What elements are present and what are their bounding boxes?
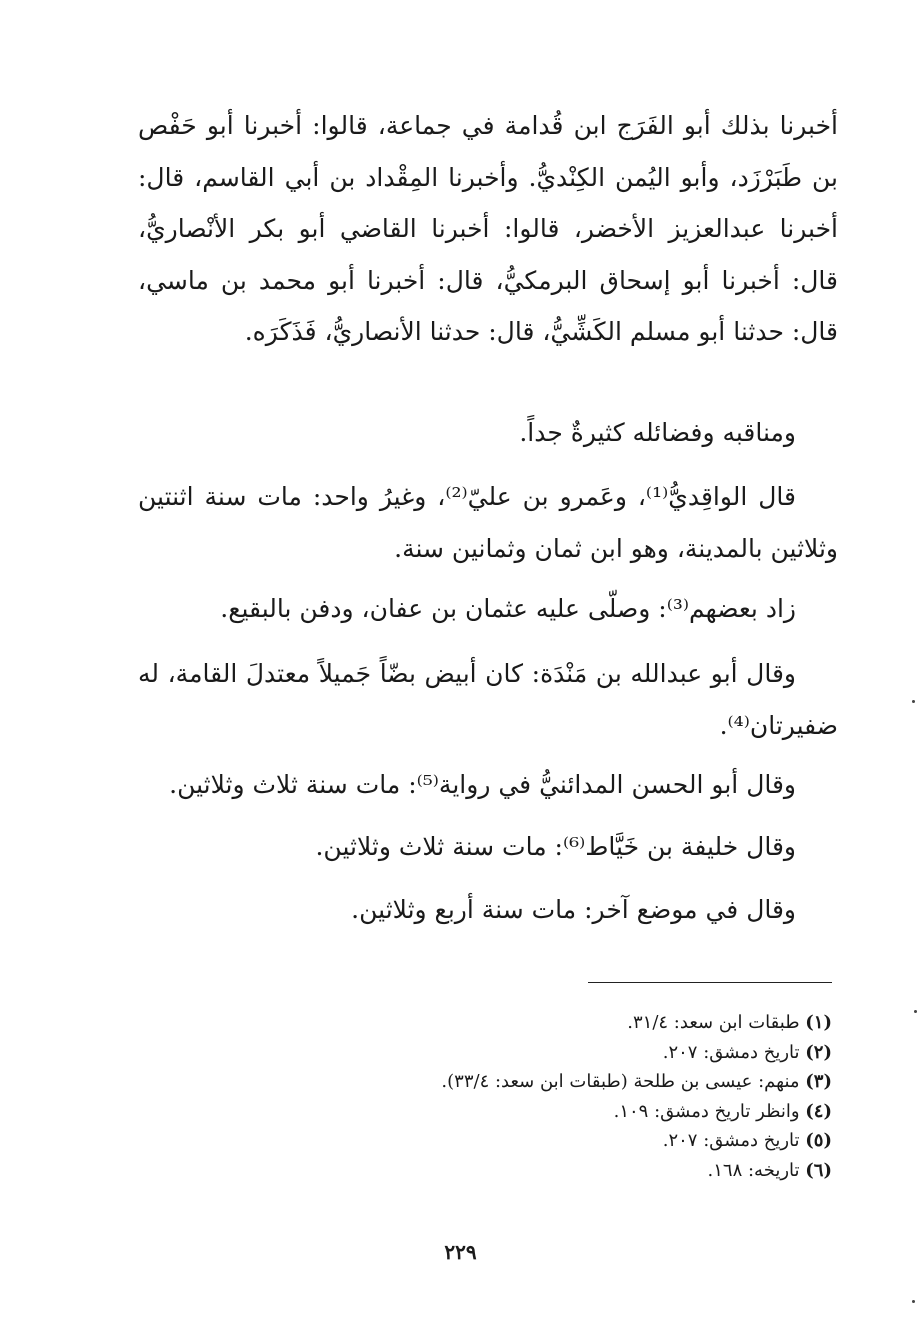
paragraph-description: وقال أبو عبدالله بن مَنْدَة: كان أبيض بضّاً جَميلاً معتدلَ القامة، له ضفيرتان⁽⁴⁾. xyxy=(138,659,838,740)
paragraph-burial: زاد بعضهم⁽³⁾: وصلّى عليه عثمان بن عفان، ودفن بالبقيع. xyxy=(220,594,796,623)
footnote-number: (٣) xyxy=(805,1071,832,1093)
footnote-number: (٦) xyxy=(805,1159,832,1181)
footnote-divider xyxy=(588,982,832,983)
footnote-number: (١) xyxy=(805,1012,832,1033)
footnote-text: وانظر تاريخ دمشق: ١٠٩. xyxy=(613,1100,800,1122)
paragraph-virtues: ومناقبه وفضائله كثيرةٌ جداً. xyxy=(519,418,796,447)
footnote-text: تاريخ دمشق: ٢٠٧. xyxy=(662,1130,800,1152)
footnote-item xyxy=(300,1038,832,1068)
footnotes-list xyxy=(300,1008,832,1186)
scan-speck xyxy=(912,1300,915,1303)
footnote-text: تاريخ دمشق: ٢٠٧. xyxy=(662,1041,800,1063)
footnote-item xyxy=(300,1067,832,1097)
footnote-number: (٥) xyxy=(805,1130,832,1152)
scan-speck xyxy=(914,1010,917,1013)
page-number: ٢٢٩ xyxy=(444,1240,477,1264)
footnote-number: (٤) xyxy=(805,1100,832,1122)
footnote-number: (٢) xyxy=(805,1041,832,1063)
paragraph-madaini: وقال أبو الحسن المدائنيُّ في رواية⁽⁵⁾: مات سنة ثلاث وثلاثين. xyxy=(169,770,796,799)
footnote-item xyxy=(300,1126,832,1156)
footnote-item xyxy=(300,1008,832,1038)
footnote-item xyxy=(300,1097,832,1127)
paragraph-death-waqidi: قال الواقِديُّ⁽¹⁾، وعَمرو بن عليّ⁽²⁾، وغيرُ واحد: مات سنة اثنتين وثلاثين بالمدينة، وهو ابن ثمان وثمانين سنة. xyxy=(138,482,838,563)
main-paragraph-isnad: أخبرنا بذلك أبو الفَرَج ابن قُدامة في جماعة، قالوا: أخبرنا أبو حَفْص بن طَبَرْزَد، وأبو اليُمن الكِنْديُّ. وأخبرنا المِقْداد بن أبي القاسم، قال: أخبرنا عبدالعزيز الأخضر، قالوا: أخبرنا القاضي أبو بكر الأنْصاريُّ، قال: أخبرنا أبو إسحاق البرمكيُّ، قال: أخبرنا أبو محمد بن ماسي، قال: حدثنا أبو مسلم الكَشِّيُّ، قال: حدثنا الأنصاريُّ، فَذَكَرَه. xyxy=(138,111,838,346)
paragraph-khalifa: وقال خليفة بن خَيَّاط⁽⁶⁾: مات سنة ثلاث وثلاثين. xyxy=(315,832,796,861)
footnote-item xyxy=(300,1156,832,1186)
footnote-text: تاريخه: ١٦٨. xyxy=(707,1159,800,1181)
scan-speck xyxy=(912,700,915,703)
footnote-text: طبقات ابن سعد: ٣١/٤. xyxy=(627,1012,800,1033)
footnote-text: منهم: عيسى بن طلحة (طبقات ابن سعد: ٣٣/٤). xyxy=(441,1071,800,1093)
paragraph-other-place: وقال في موضع آخر: مات سنة أربع وثلاثين. xyxy=(351,895,796,924)
